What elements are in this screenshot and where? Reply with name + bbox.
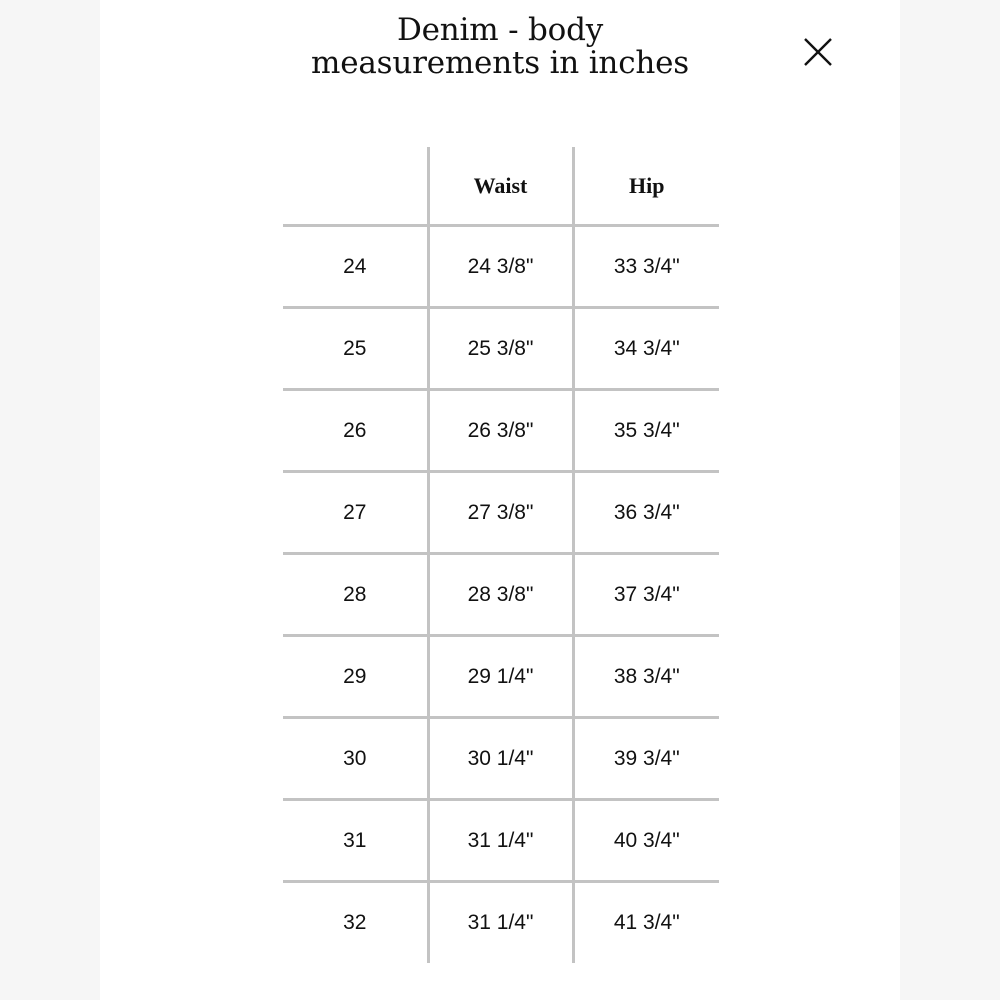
table-row	[283, 390, 719, 472]
header-hip: Hip	[573, 147, 719, 226]
waist-cell: 25 3/8"	[428, 308, 573, 390]
modal-title	[100, 14, 900, 80]
size-cell: 27	[283, 472, 428, 554]
hip-cell: 37 3/4"	[573, 554, 719, 636]
waist-cell: 31 1/4"	[428, 800, 573, 882]
waist-cell: 28 3/8"	[428, 554, 573, 636]
size-chart-modal	[100, 0, 900, 1000]
table-row	[283, 800, 719, 882]
close-button[interactable]	[800, 34, 836, 70]
size-chart-table	[283, 147, 719, 963]
waist-cell: 24 3/8"	[428, 226, 573, 308]
table-row	[283, 636, 719, 718]
close-icon	[800, 34, 836, 70]
header-size	[283, 147, 428, 226]
size-cell: 32	[343, 911, 367, 934]
waist-cell: 27 3/8"	[428, 472, 573, 554]
hip-cell: 39 3/4"	[573, 718, 719, 800]
waist-cell: 26 3/8"	[428, 390, 573, 472]
table-row	[283, 718, 719, 800]
hip-cell: 40 3/4"	[573, 800, 719, 882]
size-cell: 26	[283, 390, 428, 472]
waist-cell: 30 1/4"	[428, 718, 573, 800]
size-cell: 30	[283, 718, 428, 800]
size-cell: 25	[283, 308, 428, 390]
table-row	[283, 226, 719, 308]
header-waist: Waist	[428, 147, 573, 226]
hip-cell: 36 3/4"	[573, 472, 719, 554]
modal-title-line-1: Denim - body	[396, 12, 604, 48]
size-cell: 31	[283, 800, 428, 882]
table-header-row	[283, 147, 719, 226]
hip-cell: 33 3/4"	[573, 226, 719, 308]
size-cell: 28	[283, 554, 428, 636]
modal-title-line-2: measurements in inches	[311, 45, 689, 81]
size-cell: 24	[283, 226, 428, 308]
table-row	[283, 882, 719, 964]
table-row	[283, 554, 719, 636]
waist-cell: 29 1/4"	[428, 636, 573, 718]
table-row	[283, 308, 719, 390]
table-row	[283, 472, 719, 554]
hip-cell: 35 3/4"	[573, 390, 719, 472]
hip-cell: 34 3/4"	[573, 308, 719, 390]
waist-cell: 31 1/4"	[428, 882, 573, 964]
hip-cell: 38 3/4"	[573, 636, 719, 718]
hip-cell: 41 3/4"	[573, 882, 719, 964]
size-cell: 29	[283, 636, 428, 718]
